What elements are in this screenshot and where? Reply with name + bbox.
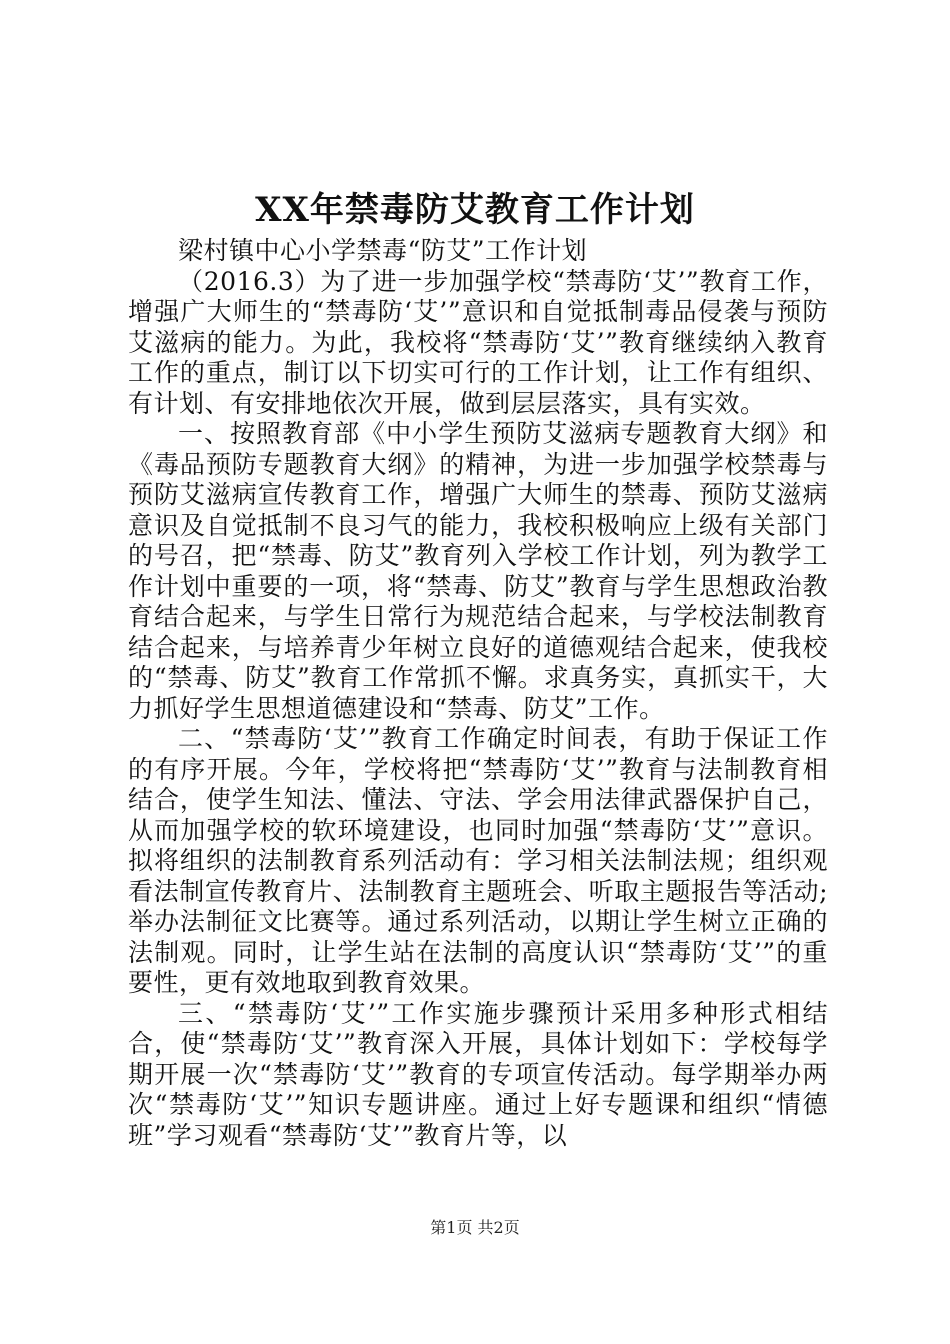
paragraph-section-3: 三、“禁毒防‘艾’”工作实施步骤预计采用多种形式相结合，使“禁毒防‘艾’”教育深入开展，具体计划如下：学校每学期开展一次“禁毒防‘艾’”教育的专项宣传活动。每学期举办两次“禁毒防‘艾’”知识专题讲座。通过上好专题课和组织“情德班”学习观看“禁毒防‘艾’”教育片等，以 [128,998,828,1150]
subtitle-line: 梁村镇中心小学禁毒“防艾”工作计划 [178,236,588,265]
page-number-footer: 第1页 共2页 [430,1218,520,1237]
paragraph-intro: （2016.3）为了进一步加强学校“禁毒防‘艾’”教育工作，增强广大师生的“禁毒防‘艾’”意识和自觉抵制毒品侵袭与预防艾滋病的能力。为此，我校将“禁毒防‘艾’”教育继续纳入教育工作的重点，制订以下切实可行的工作计划，让工作有组织、有计划、有安排地依次开展，做到层层落实，具有实效。 [128,266,828,418]
paragraph-section-1: 一、按照教育部《中小学生预防艾滋病专题教育大纲》和《毒品预防专题教育大纲》的精神，为进一步加强学校禁毒与预防艾滋病宣传教育工作，增强广大师生的禁毒、预防艾滋病意识及自觉抵制不良习气的能力，我校积极响应上级有关部门的号召，把“禁毒、防艾”教育列入学校工作计划，列为教学工作计划中重要的一项，将“禁毒、防艾”教育与学生思想政治教育结合起来，与学生日常行为规范结合起来，与学校法制教育结合起来，与培养青少年树立良好的道德观结合起来，使我校的“禁毒、防艾”教育工作常抓不懈。求真务实，真抓实干，大力抓好学生思想道德建设和“禁毒、防艾”工作。 [128,419,828,723]
document-title: XX年禁毒防艾教育工作计划 [255,190,695,230]
document-body [128,236,828,1151]
paragraph-section-2: 二、“禁毒防‘艾’”教育工作确定时间表，有助于保证工作的有序开展。今年，学校将把“禁毒防‘艾’”教育与法制教育相结合，使学生知法、懂法、守法、学会用法律武器保护自己，从而加强学校的软环境建设，也同时加强“禁毒防‘艾’”意识。拟将组织的法制教育系列活动有：学习相关法制法规；组织观看法制宣传教育片、法制教育主题班会、听取主题报告等活动;举办法制征文比赛等。通过系列活动，以期让学生树立正确的法制观。同时，让学生站在法制的高度认识“禁毒防‘艾’”的重要性，更有效地取到教育效果。 [128,724,828,997]
